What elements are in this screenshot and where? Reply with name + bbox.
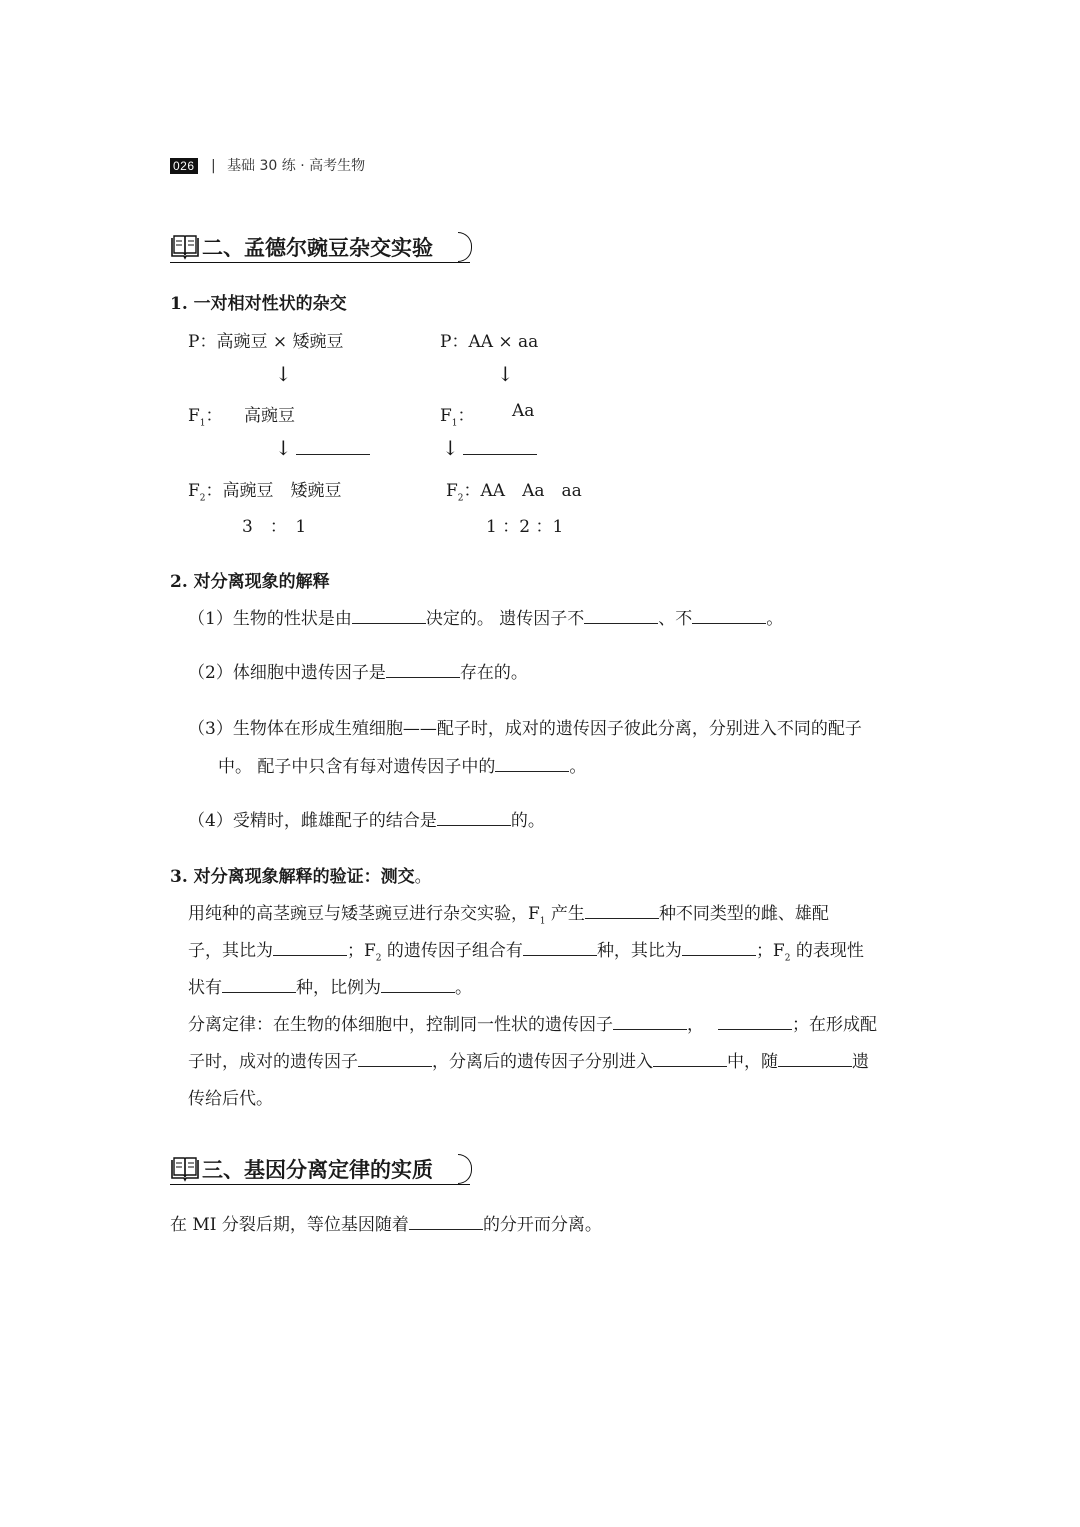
header-title: 基础 30 练 · 高考生物 [227,158,366,174]
header-separator: | [210,158,216,174]
page-header [170,155,365,175]
blank [386,663,460,678]
q2-statement-4: （4）受精时，雌雄配子的结合是 的。 [188,811,545,831]
page-number: 026 [170,158,198,174]
q2-statement-1: （1）生物的性状是由 决定的。 遗传因子不 、不 。 [188,609,784,629]
f2-left: $F_2$：高豌豆 矮豌豆 [188,481,342,504]
q3-heading: 3. 对分离现象解释的验证：测交。 [170,867,432,887]
blank [409,1215,483,1230]
arrow-1-right: ↓ [497,362,514,386]
blank [692,609,766,624]
blank [718,1015,792,1030]
q2-statement-2: （2）体细胞中遗传因子是 存在的。 [188,663,528,683]
f1-right-value: Aa [512,401,535,421]
arrow-2-right: ↓ [442,436,537,460]
section-title-3-cap [458,1154,472,1184]
q3-line-1: 用纯种的高茎豌豆与矮茎豌豆进行杂交实验，$F_1$ 产生 种不同类型的雌、雄配 [188,904,829,927]
ratio-right: 1 ：2 ：1 [486,517,564,537]
ratio-left: 3 ： 1 [242,517,307,537]
law-line-2: 子时，成对的遗传因子 ，分离后的遗传因子分别进入 中，随 遗 [188,1052,869,1072]
blank [358,1052,432,1067]
blank [381,978,455,993]
f1-left-value: 高豌豆 [244,406,295,426]
blank [495,757,569,772]
section3-line: 在 MI 分裂后期，等位基因随着 的分开而分离。 [170,1215,602,1235]
section-title-2 [170,232,470,263]
book-icon [170,234,200,260]
section-title-2-text: 二、孟德尔豌豆杂交实验 [202,236,433,260]
blank [653,1052,727,1067]
section-title-2-cap [458,232,472,262]
blank [585,904,659,919]
f1-label-right: $F_1$： [440,406,475,429]
blank [296,440,370,455]
law-line-3: 传给后代。 [188,1089,273,1109]
blank [778,1052,852,1067]
f2-right: $F_2$：AA Aa aa [446,481,582,504]
f1-label-left: $F_1$： [188,406,223,429]
blank [222,978,296,993]
blank [437,811,511,826]
q2-heading: 2. 对分离现象的解释 [170,572,330,592]
section-title-3-text: 三、基因分离定律的实质 [202,1158,433,1182]
blank [463,440,537,455]
p-generation-right: P：AA × aa [440,332,539,352]
arrow-2-left: ↓ [275,436,370,460]
blank [682,941,756,956]
section-title-3 [170,1154,470,1185]
book-icon [170,1156,200,1182]
q3-line-2: 子，其比为 ；$F_2$ 的遗传因子组合有 种，其比为 ；$F_2$ 的表现性 [188,941,864,964]
blank [273,941,347,956]
blank [523,941,597,956]
q3-line-3: 状有 种，比例为 。 [188,978,472,998]
blank [584,609,658,624]
blank [352,609,426,624]
q2-statement-3-cont: 中。 配子中只含有每对遗传因子中的 。 [218,757,587,777]
law-line-1: 分离定律：在生物的体细胞中，控制同一性状的遗传因子 ， ；在形成配 [188,1015,877,1035]
q1-heading: 1. 一对相对性状的杂交 [170,294,347,314]
p-generation-left: P：高豌豆 × 矮豌豆 [188,332,344,352]
q2-statement-3: （3）生物体在形成生殖细胞——配子时，成对的遗传因子彼此分离，分别进入不同的配子 [188,719,862,739]
arrow-1-left: ↓ [275,362,292,386]
blank [613,1015,687,1030]
